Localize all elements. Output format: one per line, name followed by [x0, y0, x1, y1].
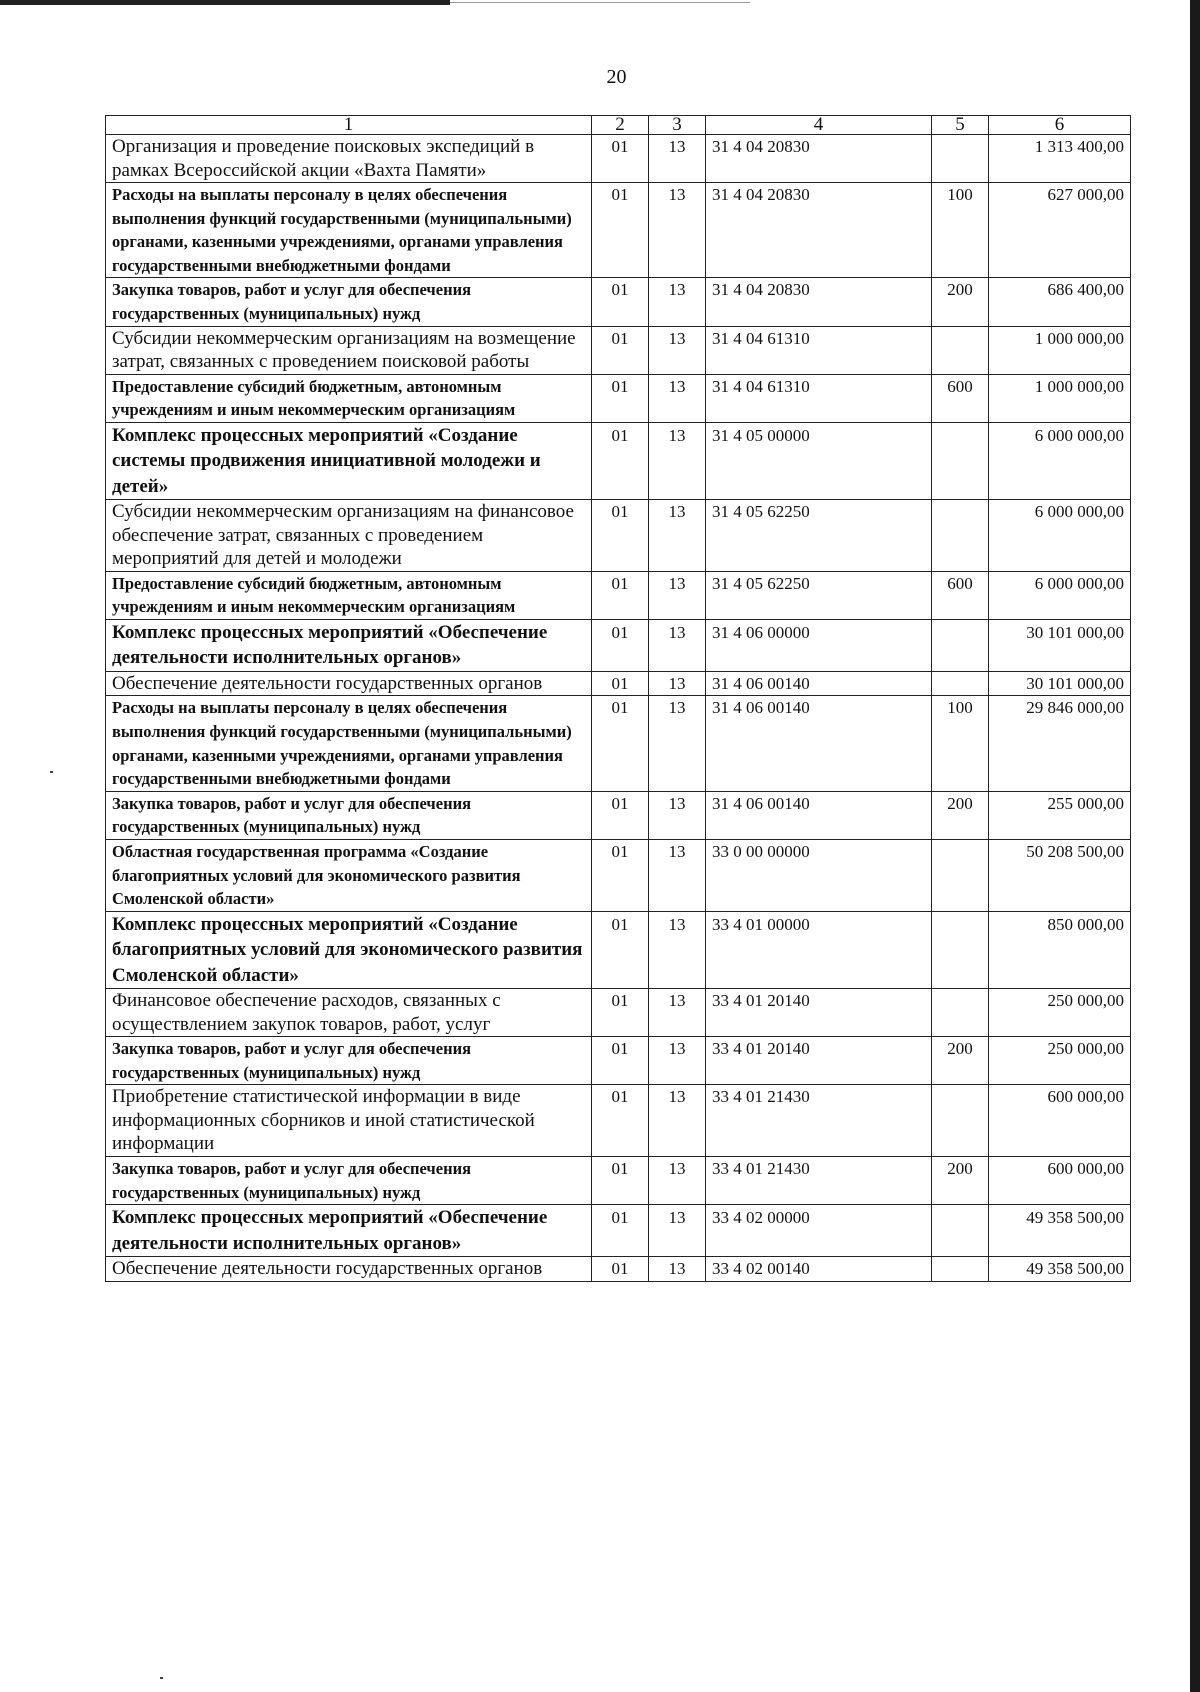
table-row	[106, 619, 1131, 671]
table-row	[106, 374, 1131, 422]
row-expense-type-cell: 100	[932, 696, 989, 791]
row-section-cell: 01	[592, 1257, 649, 1282]
table-row	[106, 1085, 1131, 1157]
row-name-cell: Приобретение статистической информации в виде информационных сборников и иной статистической информации	[106, 1085, 592, 1157]
row-section-cell: 01	[592, 1085, 649, 1157]
table-row	[106, 1037, 1131, 1085]
scan-border-top-thin	[450, 2, 750, 3]
row-subsection-cell: 13	[649, 989, 706, 1037]
row-name-cell: Областная государственная программа «Создание благоприятных условий для экономического развития Смоленской области»	[106, 840, 592, 912]
row-amount-cell: 1 000 000,00	[989, 326, 1131, 374]
header-col-3: 3	[649, 116, 706, 135]
row-amount-cell: 49 358 500,00	[989, 1257, 1131, 1282]
row-section-cell: 01	[592, 422, 649, 500]
row-expense-type-cell: 600	[932, 374, 989, 422]
table-row	[106, 1156, 1131, 1204]
row-target-item-cell: 33 4 01 21430	[706, 1085, 932, 1157]
row-target-item-cell: 33 4 01 00000	[706, 911, 932, 989]
row-name-cell: Организация и проведение поисковых экспедиций в рамках Всероссийской акции «Вахта Памяти»	[106, 135, 592, 183]
row-subsection-cell: 13	[649, 619, 706, 671]
table-header-row	[106, 116, 1131, 135]
table-row	[106, 791, 1131, 839]
row-section-cell: 01	[592, 1037, 649, 1085]
row-subsection-cell: 13	[649, 1205, 706, 1257]
table-row	[106, 278, 1131, 326]
row-section-cell: 01	[592, 911, 649, 989]
table-row	[106, 671, 1131, 696]
scan-speck	[160, 1677, 163, 1679]
page-number: 20	[606, 66, 627, 88]
row-amount-cell: 30 101 000,00	[989, 619, 1131, 671]
row-name-cell: Закупка товаров, работ и услуг для обеспечения государственных (муниципальных) нужд	[106, 278, 592, 326]
row-section-cell: 01	[592, 183, 649, 278]
row-amount-cell: 255 000,00	[989, 791, 1131, 839]
row-section-cell: 01	[592, 500, 649, 572]
row-target-item-cell: 33 4 01 21430	[706, 1156, 932, 1204]
row-expense-type-cell	[932, 135, 989, 183]
row-name-cell: Предоставление субсидий бюджетным, автономным учреждениям и иным некоммерческим организациям	[106, 374, 592, 422]
row-amount-cell: 6 000 000,00	[989, 422, 1131, 500]
table-row	[106, 183, 1131, 278]
row-name-cell: Обеспечение деятельности государственных органов	[106, 1257, 592, 1282]
row-amount-cell: 600 000,00	[989, 1156, 1131, 1204]
row-target-item-cell: 31 4 06 00000	[706, 619, 932, 671]
row-name-cell: Закупка товаров, работ и услуг для обеспечения государственных (муниципальных) нужд	[106, 791, 592, 839]
row-name-cell: Комплекс процессных мероприятий «Создание системы продвижения инициативной молодежи и детей»	[106, 422, 592, 500]
row-amount-cell: 6 000 000,00	[989, 500, 1131, 572]
row-subsection-cell: 13	[649, 1156, 706, 1204]
row-target-item-cell: 33 0 00 00000	[706, 840, 932, 912]
table-row	[106, 326, 1131, 374]
row-section-cell: 01	[592, 696, 649, 791]
row-amount-cell: 1 313 400,00	[989, 135, 1131, 183]
row-section-cell: 01	[592, 671, 649, 696]
row-subsection-cell: 13	[649, 1257, 706, 1282]
row-target-item-cell: 31 4 05 62250	[706, 500, 932, 572]
row-name-cell: Субсидии некоммерческим организациям на возмещение затрат, связанных с проведением поисковой работы	[106, 326, 592, 374]
row-subsection-cell: 13	[649, 278, 706, 326]
row-expense-type-cell	[932, 911, 989, 989]
row-subsection-cell: 13	[649, 696, 706, 791]
row-expense-type-cell: 200	[932, 1037, 989, 1085]
row-name-cell: Обеспечение деятельности государственных органов	[106, 671, 592, 696]
row-name-cell: Расходы на выплаты персоналу в целях обеспечения выполнения функций государственными (муниципальными) органами, казенными учреждениями, органами управления государственными внебюджетными фондами	[106, 696, 592, 791]
header-col-4: 4	[706, 116, 932, 135]
row-subsection-cell: 13	[649, 374, 706, 422]
row-section-cell: 01	[592, 840, 649, 912]
row-subsection-cell: 13	[649, 1037, 706, 1085]
row-expense-type-cell	[932, 1257, 989, 1282]
row-section-cell: 01	[592, 135, 649, 183]
row-expense-type-cell	[932, 671, 989, 696]
row-expense-type-cell	[932, 989, 989, 1037]
row-target-item-cell: 33 4 01 20140	[706, 989, 932, 1037]
row-amount-cell: 49 358 500,00	[989, 1205, 1131, 1257]
row-subsection-cell: 13	[649, 422, 706, 500]
row-target-item-cell: 31 4 06 00140	[706, 671, 932, 696]
table-row	[106, 840, 1131, 912]
row-name-cell: Субсидии некоммерческим организациям на финансовое обеспечение затрат, связанных с проведением мероприятий для детей и молодежи	[106, 500, 592, 572]
row-amount-cell: 1 000 000,00	[989, 374, 1131, 422]
row-subsection-cell: 13	[649, 1085, 706, 1157]
row-amount-cell: 250 000,00	[989, 1037, 1131, 1085]
row-name-cell: Закупка товаров, работ и услуг для обеспечения государственных (муниципальных) нужд	[106, 1037, 592, 1085]
row-amount-cell: 686 400,00	[989, 278, 1131, 326]
row-amount-cell: 30 101 000,00	[989, 671, 1131, 696]
row-amount-cell: 600 000,00	[989, 1085, 1131, 1157]
header-col-6: 6	[989, 116, 1131, 135]
row-amount-cell: 850 000,00	[989, 911, 1131, 989]
row-subsection-cell: 13	[649, 500, 706, 572]
row-subsection-cell: 13	[649, 183, 706, 278]
row-name-cell: Предоставление субсидий бюджетным, автономным учреждениям и иным некоммерческим организациям	[106, 571, 592, 619]
row-expense-type-cell: 200	[932, 1156, 989, 1204]
row-expense-type-cell: 100	[932, 183, 989, 278]
table-row	[106, 1205, 1131, 1257]
row-expense-type-cell	[932, 326, 989, 374]
row-expense-type-cell	[932, 422, 989, 500]
row-section-cell: 01	[592, 278, 649, 326]
table-row	[106, 135, 1131, 183]
row-name-cell: Комплекс процессных мероприятий «Обеспечение деятельности исполнительных органов»	[106, 619, 592, 671]
budget-table	[105, 115, 1131, 1282]
row-amount-cell: 29 846 000,00	[989, 696, 1131, 791]
header-col-1: 1	[106, 116, 592, 135]
row-section-cell: 01	[592, 571, 649, 619]
row-section-cell: 01	[592, 989, 649, 1037]
row-subsection-cell: 13	[649, 911, 706, 989]
row-target-item-cell: 31 4 04 20830	[706, 278, 932, 326]
row-subsection-cell: 13	[649, 791, 706, 839]
row-expense-type-cell: 600	[932, 571, 989, 619]
row-name-cell: Комплекс процессных мероприятий «Создание благоприятных условий для экономического развития Смоленской области»	[106, 911, 592, 989]
table-row	[106, 1257, 1131, 1282]
table-row	[106, 422, 1131, 500]
row-amount-cell: 627 000,00	[989, 183, 1131, 278]
row-section-cell: 01	[592, 791, 649, 839]
row-target-item-cell: 33 4 02 00140	[706, 1257, 932, 1282]
row-name-cell: Расходы на выплаты персоналу в целях обеспечения выполнения функций государственными (муниципальными) органами, казенными учреждениями, органами управления государственными внебюджетными фондами	[106, 183, 592, 278]
row-section-cell: 01	[592, 1156, 649, 1204]
row-subsection-cell: 13	[649, 840, 706, 912]
row-target-item-cell: 31 4 04 61310	[706, 374, 932, 422]
row-section-cell: 01	[592, 326, 649, 374]
row-section-cell: 01	[592, 619, 649, 671]
scan-border-right	[1190, 0, 1200, 1692]
row-expense-type-cell	[932, 840, 989, 912]
header-col-2: 2	[592, 116, 649, 135]
scan-border-top	[0, 0, 450, 5]
row-name-cell: Комплекс процессных мероприятий «Обеспечение деятельности исполнительных органов»	[106, 1205, 592, 1257]
header-col-5: 5	[932, 116, 989, 135]
row-name-cell: Финансовое обеспечение расходов, связанных с осуществлением закупок товаров, работ, услуг	[106, 989, 592, 1037]
row-amount-cell: 50 208 500,00	[989, 840, 1131, 912]
table-row	[106, 696, 1131, 791]
row-amount-cell: 250 000,00	[989, 989, 1131, 1037]
table-row	[106, 500, 1131, 572]
row-target-item-cell: 31 4 04 20830	[706, 183, 932, 278]
row-expense-type-cell: 200	[932, 791, 989, 839]
row-target-item-cell: 33 4 01 20140	[706, 1037, 932, 1085]
row-subsection-cell: 13	[649, 135, 706, 183]
row-section-cell: 01	[592, 1205, 649, 1257]
row-expense-type-cell: 200	[932, 278, 989, 326]
row-subsection-cell: 13	[649, 326, 706, 374]
scan-speck	[50, 771, 53, 773]
table-row	[106, 989, 1131, 1037]
row-expense-type-cell	[932, 500, 989, 572]
row-subsection-cell: 13	[649, 571, 706, 619]
row-subsection-cell: 13	[649, 671, 706, 696]
row-target-item-cell: 31 4 05 62250	[706, 571, 932, 619]
row-target-item-cell: 31 4 04 20830	[706, 135, 932, 183]
row-target-item-cell: 31 4 05 00000	[706, 422, 932, 500]
row-name-cell: Закупка товаров, работ и услуг для обеспечения государственных (муниципальных) нужд	[106, 1156, 592, 1204]
row-target-item-cell: 31 4 06 00140	[706, 696, 932, 791]
table-row	[106, 571, 1131, 619]
row-expense-type-cell	[932, 1205, 989, 1257]
table-row	[106, 911, 1131, 989]
row-expense-type-cell	[932, 619, 989, 671]
row-section-cell: 01	[592, 374, 649, 422]
row-target-item-cell: 31 4 06 00140	[706, 791, 932, 839]
row-expense-type-cell	[932, 1085, 989, 1157]
row-target-item-cell: 31 4 04 61310	[706, 326, 932, 374]
row-target-item-cell: 33 4 02 00000	[706, 1205, 932, 1257]
row-amount-cell: 6 000 000,00	[989, 571, 1131, 619]
